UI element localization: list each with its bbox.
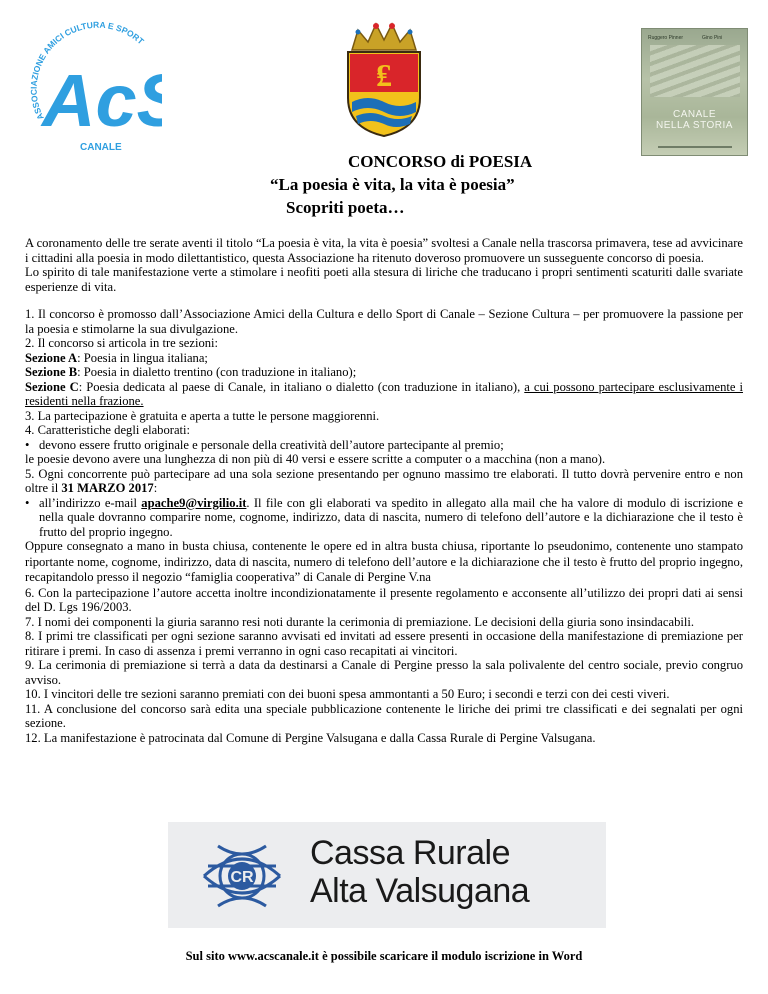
- deadline-date: 31 MARZO 2017: [61, 481, 154, 495]
- section-b: Sezione B: Poesia in dialetto trentino (con traduzione in italiano);: [25, 365, 357, 379]
- acs-logo-place: CANALE: [80, 142, 122, 153]
- cassa-rurale-name: Cassa Rurale Alta Valsugana: [310, 834, 530, 910]
- rule-2: 2. Il concorso si articola in tre sezioni:: [25, 336, 219, 350]
- acs-association-logo: [22, 18, 162, 158]
- acs-logo-ring-text: ASSOCIAZIONE AMICI CULTURA E SPORT: [28, 19, 146, 122]
- rule-12: 12. La manifestazione è patrocinata dal Comune di Pergine Valsugana e dalla Cassa Rurale di Pergine Valsugana.: [25, 730, 596, 745]
- acs-logo-letters: Ac: [42, 59, 137, 142]
- contest-motto: “La poesia è vita, la vita è poesia”: [270, 175, 515, 194]
- rule-4: 4. Caratteristiche degli elaborati:: [25, 423, 191, 437]
- rule-7: 7. I nomi dei componenti la giuria saranno resi noti durante la cerimonia di premiazione. Le decisioni della giuria sono insindacabili.: [25, 614, 695, 629]
- rule-3: 3. La partecipazione è gratuita e aperta a tutte le persone maggiorenni.: [25, 408, 380, 423]
- rule-1: 1. Il concorso è promosso dall’Associazione Amici della Cultura e dello Sport di Canale – Sezione Cultura – per promuovere la passione per la poesia e stimolarne la sua divulgazione.: [25, 307, 743, 336]
- book-title: CANALE NELLA STORIA: [656, 109, 733, 131]
- section-c: Sezione C: Poesia dedicata al paese di Canale, in italiano o dialetto (con traduzione in italiano), a cui possono partecipare esclusivamente i residenti nella frazione.: [25, 379, 743, 408]
- book-cover-canale-nella-storia: [641, 28, 748, 156]
- rule-5: 5. Ogni concorrente può partecipare ad una sola sezione presentando per ognuno massimo tre elaborati. Il tutto dovrà pervenire entro e non oltre il 31 MARZO 2017:: [25, 466, 743, 495]
- contact-email-link[interactable]: apache9@virgilio.it: [141, 495, 247, 510]
- rule-9: 9. La cerimonia di premiazione si terrà a data da destinarsi a Canale di Pergine presso la sala polivalente del centro sociale, previo congruo avviso.: [25, 658, 743, 687]
- intro-paragraph-1: A coronamento delle tre serate aventi il titolo “La poesia è vita, la vita è poesia” svoltesi a Canale nella trascorsa primavera, tese ad avvicinare i cittadini alla poesia in modo dilettantistico, questa Associazione ha ritenuto doveroso promuovere un susseguente concorso di poesia.: [25, 236, 743, 265]
- rule-11: 11. A conclusione del concorso sarà edita una speciale pubblicazione contenente le liriche dei primi tre classificati e dei segnalati per ogni sezione.: [25, 701, 743, 730]
- book-author-2: Gino Pini: [702, 35, 723, 41]
- rule-6: 6. Con la partecipazione l’autore accetta inoltre incondizionatamente il presente regolamento e acconsente all’utilizzo dei propri dati ai sensi del D. Lgs 196/2003.: [25, 585, 743, 614]
- book-footer-line: [658, 146, 732, 148]
- book-cover-illustration: [650, 45, 740, 97]
- rule-5-email-bullet: • all’indirizzo e-mail apache9@virgilio.it. Il file con gli elaborati va spedito in allegato alla mail che ha valore di modulo di iscrizione e nella quale dovranno comparire nome, cognome, indirizzo, data di nascita, numero di telefono dell’autore e la dichiarazione che il testo è frutto del proprio ingegno.: [25, 496, 743, 540]
- rule-5-hand-delivery: Oppure consegnato a mano in busta chiusa, contenente le opere ed in altra busta chiusa, riportante lo pseudonimo, contenente uno stampato riportante nome, cognome, indirizzo, data di nascita, numero di telefono dell’autore e la dichiarazione che il testo è frutto del proprio ingegno, recapitandolo presso il negozio “famiglia cooperativa” di Canale di Pergine V.na: [25, 539, 743, 584]
- rule-8: 8. I primi tre classificati per ogni sezione saranno avvisati ed invitati ad essere presenti in occasione della manifestazione di premiazione per ritirare i premi. In caso di assenza i premi verranno in ogni caso recapitati ai vincitori.: [25, 629, 743, 658]
- cassa-rurale-emblem-icon: [198, 832, 286, 920]
- cassa-rurale-logo: [168, 822, 606, 928]
- svg-text:₤: ₤: [376, 57, 392, 93]
- contest-title: CONCORSO di POESIA: [348, 152, 533, 171]
- rule-4-length: le poesie devono avere una lunghezza di non più di 40 versi e essere scritte a computer o a macchina (non a mano).: [25, 452, 606, 466]
- canale-crest-emblem: [330, 20, 438, 138]
- footer-website-note: Sul sito www.acscanale.it è possibile scaricare il modulo iscrizione in Word: [185, 949, 583, 963]
- regulation-body: [25, 236, 743, 745]
- rule-10: 10. I vincitori delle tre sezioni saranno premiati con dei buoni spesa ammontanti a 50 Euro; i secondi e terzi con dei cesti viveri.: [25, 687, 670, 701]
- rule-4-bullet: • devono essere frutto originale e personale della creatività dell’autore partecipante al premio;: [25, 438, 743, 453]
- book-author-1: Ruggero Pinner: [648, 35, 684, 41]
- svg-text:CR: CR: [230, 869, 254, 886]
- contest-subtitle: Scopriti poeta…: [286, 198, 405, 217]
- section-a: Sezione A: Poesia in lingua italiana;: [25, 350, 208, 365]
- intro-paragraph-2: Lo spirito di tale manifestazione verte a stimolare i neofiti poeti alla stesura di liriche che traducano i propri sentimenti scaturiti dalle svariate esperienze di vita.: [25, 265, 743, 294]
